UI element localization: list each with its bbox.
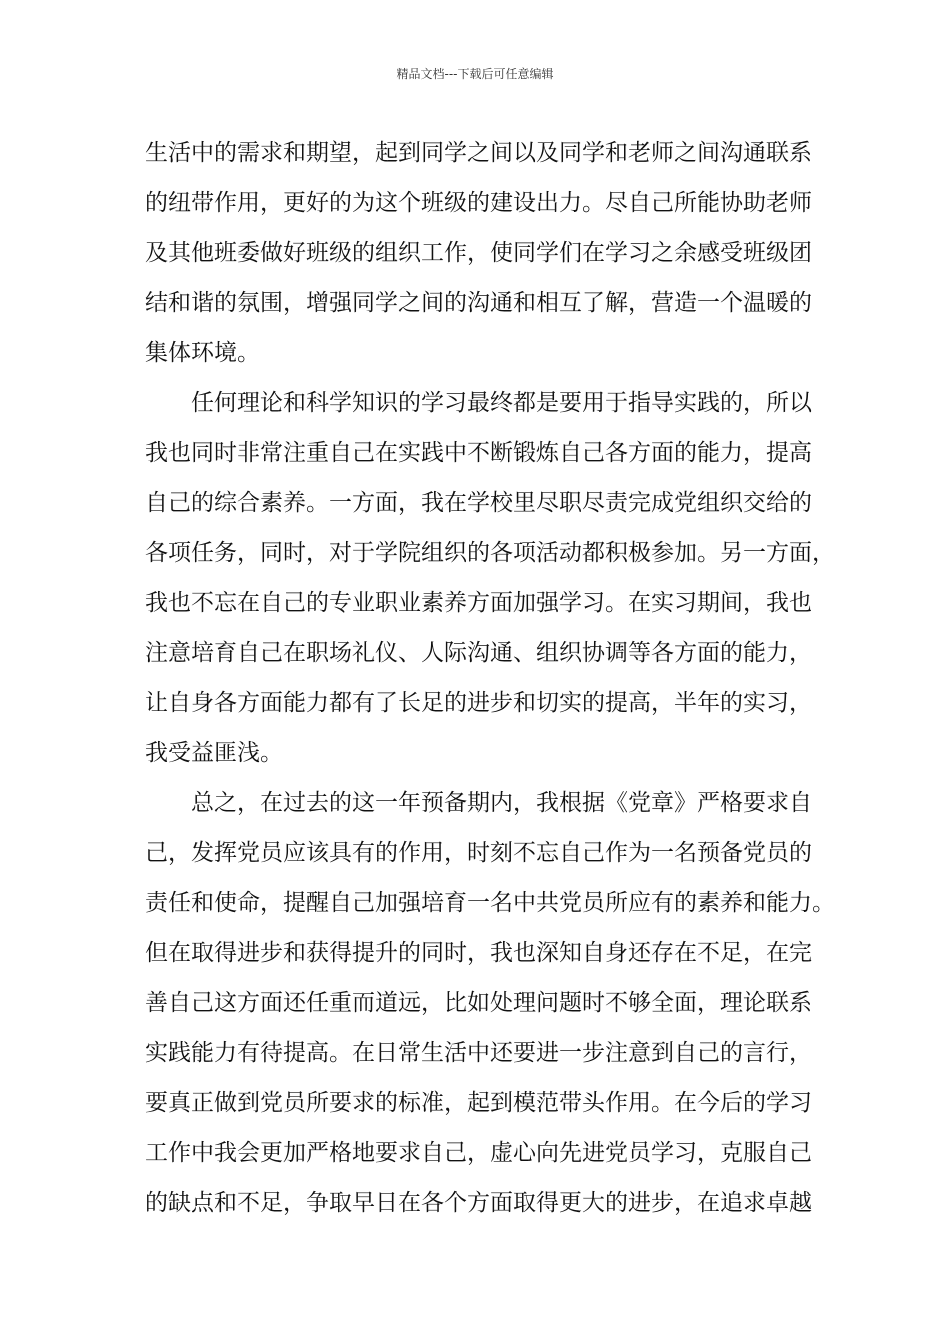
text-line: 总之，在过去的这一年预备期内，我根据《党章》严格要求自 — [145, 790, 812, 816]
text-line: 各项任务，同时，对于学院组织的各项活动都积极参加。另一方面， — [145, 540, 835, 566]
text-line: 责任和使命，提醒自己加强培育一名中共党员所应有的素养和能力。 — [145, 890, 835, 916]
text-line: 的纽带作用，更好的为这个班级的建设出力。尽自己所能协助老师 — [145, 190, 812, 216]
text-line: 让自身各方面能力都有了长足的进步和切实的提高，半年的实习， — [145, 690, 812, 716]
text-line: 注意培育自己在职场礼仪、人际沟通、组织协调等各方面的能力， — [145, 640, 812, 666]
text-line: 实践能力有待提高。在日常生活中还要进一步注意到自己的言行， — [145, 1040, 812, 1066]
text-line: 善自己这方面还任重而道远，比如处理问题时不够全面，理论联系 — [145, 990, 812, 1016]
text-line: 自己的综合素养。一方面，我在学校里尽职尽责完成党组织交给的 — [145, 490, 812, 516]
text-line: 我也同时非常注重自己在实践中不断锻炼自己各方面的能力，提高 — [145, 440, 812, 466]
text-line: 我受益匪浅。 — [145, 740, 283, 766]
text-line: 要真正做到党员所要求的标准，起到模范带头作用。在今后的学习 — [145, 1090, 812, 1116]
text-line: 生活中的需求和期望，起到同学之间以及同学和老师之间沟通联系 — [145, 140, 812, 166]
page-header: 精品文档---下载后可任意编辑 — [396, 67, 554, 81]
text-line: 及其他班委做好班级的组织工作，使同学们在学习之余感受班级团 — [145, 240, 812, 266]
text-line: 集体环境。 — [145, 340, 260, 366]
text-line: 任何理论和科学知识的学习最终都是要用于指导实践的，所以 — [145, 390, 812, 416]
text-line: 结和谐的氛围，增强同学之间的沟通和相互了解，营造一个温暖的 — [145, 290, 812, 316]
text-line: 但在取得进步和获得提升的同时，我也深知自身还存在不足，在完 — [145, 940, 812, 966]
text-line: 的缺点和不足，争取早日在各个方面取得更大的进步，在追求卓越 — [145, 1190, 812, 1216]
text-line: 己，发挥党员应该具有的作用，时刻不忘自己作为一名预备党员的 — [145, 840, 812, 866]
document-body — [145, 128, 835, 1228]
text-line: 工作中我会更加严格地要求自己，虚心向先进党员学习，克服自己 — [145, 1140, 812, 1166]
text-line: 我也不忘在自己的专业职业素养方面加强学习。在实习期间，我也 — [145, 590, 812, 616]
